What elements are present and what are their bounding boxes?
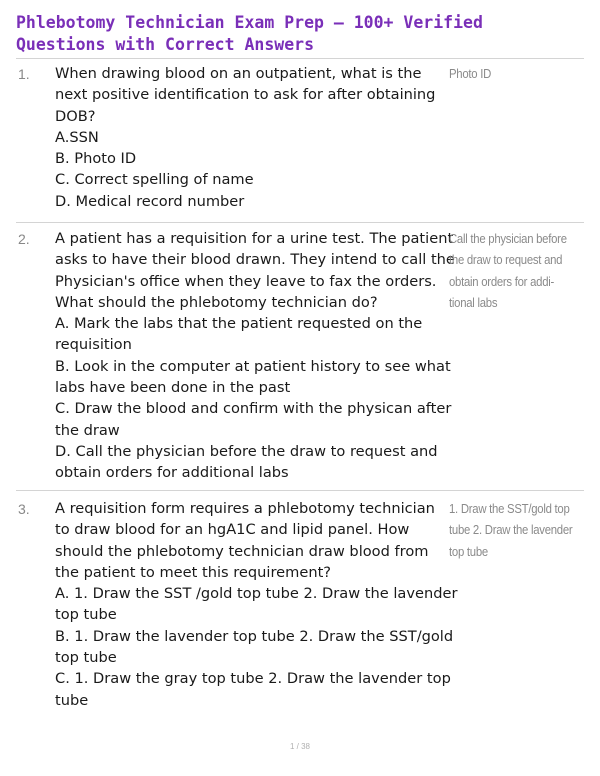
option-line: C. Correct spelling of name [55, 171, 254, 189]
question-line: asks to have their blood drawn. They intend to call the [55, 251, 455, 269]
question-text [55, 498, 458, 711]
question-line: DOB? [55, 107, 96, 125]
option-line: obtain orders for additional labs [55, 464, 289, 482]
correct-answer [449, 498, 589, 562]
option-line: top tube [55, 606, 117, 624]
option-line: B. Look in the computer at patient history to see what [55, 357, 451, 375]
option-line: the draw [55, 421, 120, 439]
question-number: 1. [18, 66, 30, 82]
correct-answer [449, 63, 589, 84]
divider [16, 58, 584, 59]
divider [16, 222, 584, 223]
option-line: A. 1. Draw the SST /gold top tube 2. Draw the lavender [55, 585, 458, 603]
question-number: 3. [18, 501, 30, 517]
option-line: tube [55, 691, 89, 709]
question-line: When drawing blood on an outpatient, what is the [55, 65, 422, 82]
question-text [55, 63, 447, 212]
answer-line: 1. Draw the SST/gold top [449, 501, 570, 516]
question-line: the patient to meet this requirement? [55, 563, 332, 581]
document-title [16, 12, 586, 56]
option-line: D. Medical record number [55, 192, 245, 210]
option-line: C. Draw the blood and confirm with the physican after [55, 400, 452, 418]
option-line: A.SSN [55, 128, 99, 146]
question-line: A patient has a requisition for a urine test. The patient [55, 230, 454, 247]
option-line: top tube [55, 649, 117, 667]
page-number: 1 / 38 [289, 742, 310, 751]
question-line: What should the phlebotomy technician do? [55, 293, 378, 311]
option-line: B. Photo ID [55, 150, 137, 168]
option-line: D. Call the physician before the draw to request and [55, 442, 438, 460]
question-line: Physician's office when they leave to fax the orders. [55, 272, 437, 290]
question-number: 2. [18, 231, 30, 247]
answer-line: top tube [449, 543, 488, 559]
title-line: Questions with Correct Answers [16, 35, 315, 54]
answer-line: Call the physician before [449, 231, 567, 246]
divider [16, 490, 584, 491]
option-line: B. 1. Draw the lavender top tube 2. Draw the SST/gold [55, 627, 454, 645]
option-line: requisition [55, 336, 132, 354]
answer-line: tional labs [449, 294, 498, 310]
question-text [55, 228, 455, 484]
question-line: next positive identification to ask for after obtaining [55, 86, 436, 104]
option-line: C. 1. Draw the gray top tube 2. Draw the lavender top [55, 670, 451, 688]
question-line: to draw blood for an hgA1C and lipid panel. How [55, 521, 410, 539]
answer-line: Photo ID [449, 66, 492, 81]
title-line: Phlebotomy Technician Exam Prep – 100+ Verified [16, 13, 483, 32]
option-line: labs have been done in the past [55, 379, 291, 397]
question-line: A requisition form requires a phlebotomy technician [55, 500, 435, 517]
answer-line: tube 2. Draw the lavender [449, 522, 573, 538]
correct-answer [449, 228, 589, 313]
option-line: A. Mark the labs that the patient requested on the [55, 315, 423, 333]
question-line: should the phlebotomy technician draw blood from [55, 542, 429, 560]
answer-line: the draw to request and [449, 252, 563, 268]
answer-line: obtain orders for addi- [449, 273, 555, 289]
